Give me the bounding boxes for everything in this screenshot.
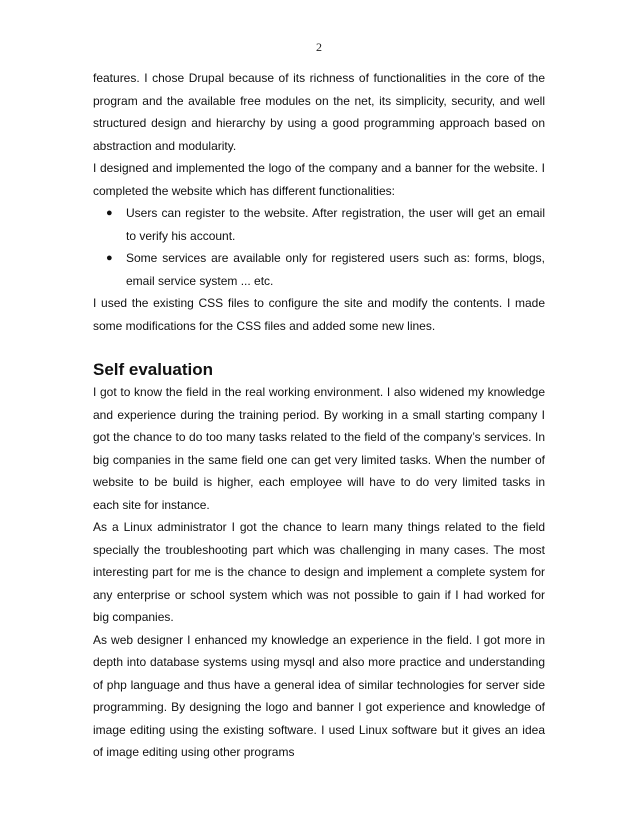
bullet-icon: ● [106, 207, 113, 219]
functionality-list [93, 202, 545, 292]
list-item-text: Users can register to the website. After registration, the user will get an email to verify his account. [126, 206, 545, 243]
paragraph-self-evaluation-2: As a Linux administrator I got the chance to learn many things related to the field specially the troubleshooting part which was challenging in many cases. The most interesting part for me is the chance to design and implement a complete system for any enterprise or school system which was not possible to gain if I had worked for big companies. [93, 520, 545, 624]
paragraph-features: features. I chose Drupal because of its richness of functionalities in the core of the program and the available free modules on the net, its simplicity, security, and well structured design and hierarchy by using a good programming approach based on abstraction and modularity. [93, 71, 545, 153]
paragraph-css: I used the existing CSS files to configure the site and modify the contents. I made some modifications for the CSS files and added some new lines. [93, 296, 545, 333]
section-heading-self-evaluation: Self evaluation [93, 360, 213, 379]
list-item [106, 247, 545, 292]
list-item-text: Some services are available only for registered users such as: forms, blogs, email service system ... etc. [126, 251, 545, 288]
body-text [93, 67, 545, 764]
paragraph-logo-banner: I designed and implemented the logo of the company and a banner for the website. I completed the website which has different functionalities: [93, 161, 545, 198]
paragraph-self-evaluation-3: As web designer I enhanced my knowledge an experience in the field. I got more in depth into database systems using mysql and also more practice and understanding of php language and thus have a general idea of similar technologies for server side programming. By designing the logo and banner I got experience and knowledge of image editing using the existing software. I used Linux software but it gives an idea of image editing using other programs [93, 632, 545, 759]
page-number: 2 [316, 40, 322, 54]
bullet-icon: ● [106, 252, 113, 264]
list-item [106, 202, 545, 247]
paragraph-self-evaluation-1: I got to know the field in the real working environment. I also widened my knowledge and experience during the training period. By working in a small starting company I got the chance to do too many tasks related to the field of the company’s services. In big companies in the same field one can get very limited tasks. When the number of website to be build is higher, each employee will have to do very limited tasks in each site for instance. [93, 385, 545, 512]
